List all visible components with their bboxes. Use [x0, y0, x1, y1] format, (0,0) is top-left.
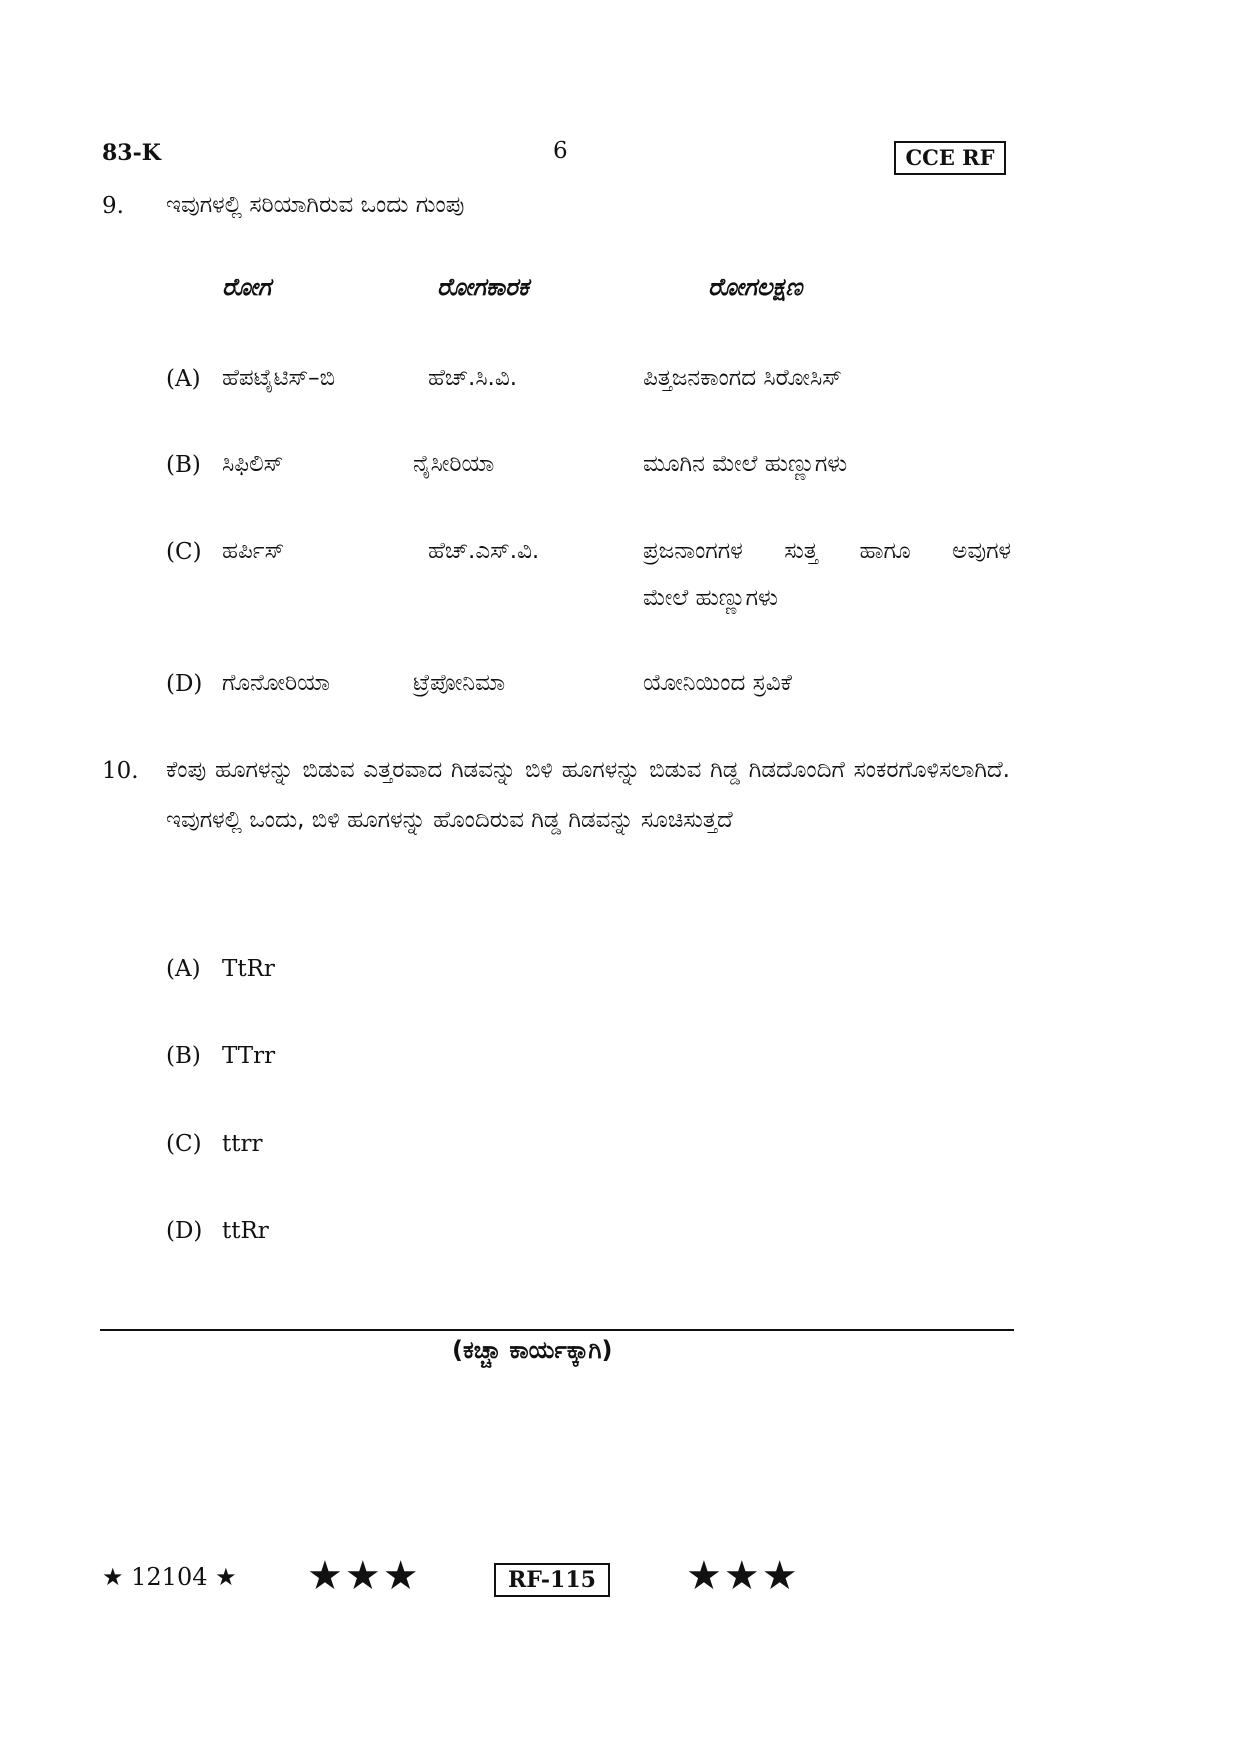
q9-option-disease: ಹರ್ಪಿಸ್	[222, 538, 285, 564]
q9-option-disease: ಹೆಪಟೈಟಿಸ್–ಬಿ	[222, 365, 336, 391]
question-10-text: ಕೆಂಪು ಹೂಗಳನ್ನು ಬಿಡುವ ಎತ್ತರವಾದ ಗಿಡವನ್ನು ಬಿಳಿ ಹೂಗಳನ್ನು ಬಿಡುವ ಗಿಡ್ಡ ಗಿಡದೊಂದಿಗೆ ಸಂಕರಗೊಳಿಸಲಾಗಿದೆ. ಇವುಗಳಲ್ಲಿ ಒಂದು, ಬಿಳಿ ಹೂಗಳನ್ನು ಹೊಂದಿರುವ ಗಿಡ್ಡ ಗಿಡವನ್ನು ಸೂಚಿಸುತ್ತದೆ	[166, 757, 1010, 833]
q10-option-value: ttrr	[222, 1131, 263, 1157]
q9-option-pathogen: ಟ್ರೆಪೋನಿಮಾ	[413, 670, 506, 696]
q9-option-symptom: ಮೂಗಿನ ಮೇಲೆ ಹುಣ್ಣುಗಳು	[643, 451, 848, 477]
rough-work-label: (ಕಚ್ಚಾ ಕಾರ್ಯಕ್ಕಾಗಿ)	[452, 1336, 613, 1364]
q9-option-label: (C)	[166, 539, 202, 565]
question-9-text: ಇವುಗಳಲ್ಲಿ ಸರಿಯಾಗಿರುವ ಒಂದು ಗುಂಪು	[166, 192, 465, 218]
column-header-symptom: ರೋಗಲಕ್ಷಣ	[708, 273, 803, 301]
divider-rule	[100, 1329, 1014, 1331]
footer-code: ★ 12104 ★	[102, 1563, 237, 1591]
q10-option-value: TtRr	[222, 956, 275, 982]
question-9-number: 9.	[102, 193, 124, 219]
form-code-box: RF-115	[494, 1563, 610, 1597]
question-10-number: 10.	[102, 758, 139, 784]
column-header-pathogen: ರೋಗಕಾರಕ	[437, 273, 529, 301]
q9-option-label: (D)	[166, 671, 203, 697]
q9-option-pathogen: ಹೆಚ್.ಎಸ್.ವಿ.	[428, 538, 540, 564]
q10-option-label: (B)	[166, 1043, 201, 1069]
q10-option-label: (D)	[166, 1218, 203, 1244]
q10-option-value: ttRr	[222, 1218, 269, 1244]
star-decoration-left: ★★★	[307, 1553, 421, 1599]
page-number: 6	[553, 138, 568, 164]
q9-option-label: (B)	[166, 452, 201, 478]
q10-option-label: (A)	[166, 956, 201, 982]
q9-option-symptom-continued: ಮೇಲೆ ಹುಣ್ಣುಗಳು	[643, 585, 778, 611]
q9-option-disease: ಸಿಫಿಲಿಸ್	[222, 451, 284, 477]
q9-option-disease: ಗೊನೋರಿಯಾ	[222, 670, 330, 696]
q9-option-pathogen: ಹೆಚ್.ಸಿ.ವಿ.	[428, 365, 518, 391]
star-decoration-right: ★★★	[686, 1553, 800, 1599]
q9-option-symptom: ಪಿತ್ತಜನಕಾಂಗದ ಸಿರೋಸಿಸ್	[643, 365, 842, 391]
paper-code: 83-K	[102, 140, 161, 166]
q10-option-value: TTrr	[222, 1043, 276, 1069]
series-code-box: CCE RF	[894, 141, 1006, 175]
column-header-disease: ರೋಗ	[222, 273, 271, 301]
q10-option-label: (C)	[166, 1131, 202, 1157]
q9-option-pathogen: ನೈಸೀರಿಯಾ	[413, 451, 495, 477]
q9-option-label: (A)	[166, 366, 201, 392]
q9-option-symptom: ಪ್ರಜನಾಂಗಗಳ ಸುತ್ತ ಹಾಗೂ ಅವುಗಳ	[643, 538, 1011, 564]
q9-option-symptom: ಯೋನಿಯಿಂದ ಸ್ರವಿಕೆ	[643, 670, 792, 696]
